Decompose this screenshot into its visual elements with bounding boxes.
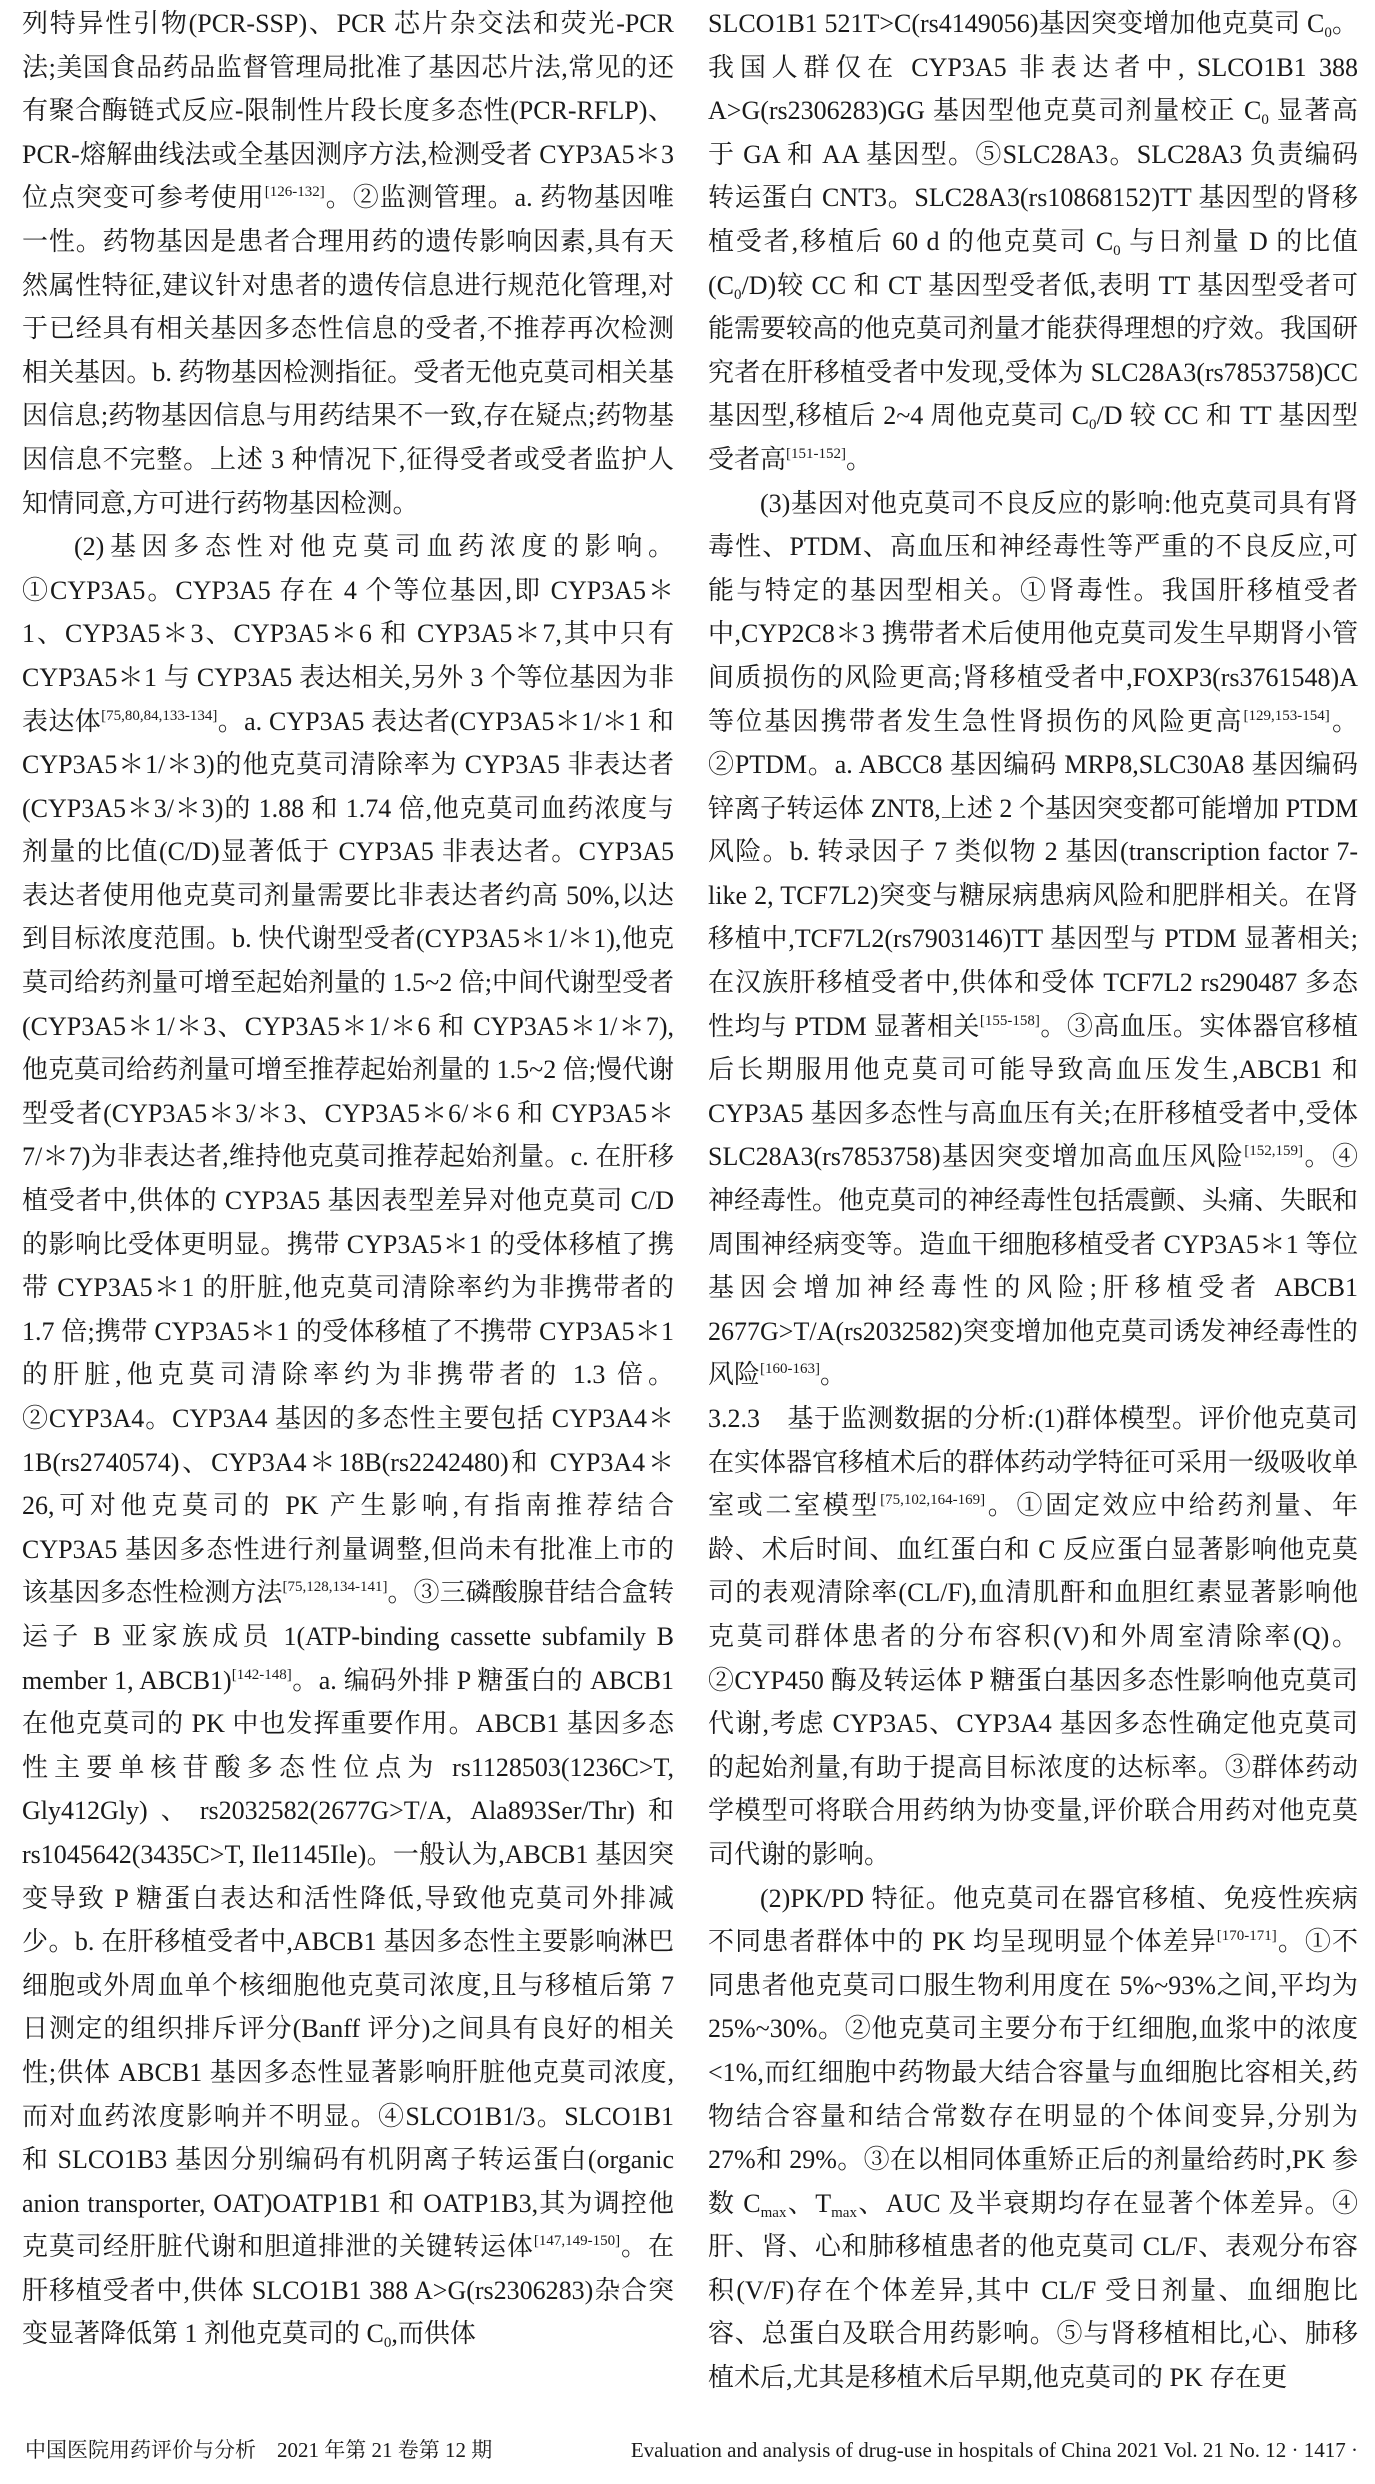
left-text-column (22, 2, 674, 2356)
citation-superscript: [151-152] (786, 445, 847, 462)
citation-superscript: [75,102,164-169] (880, 1492, 986, 1509)
paragraph (708, 1397, 1358, 1877)
subscript: 0 (1324, 25, 1332, 41)
subscript: max (831, 2204, 857, 2221)
subscript: 0 (734, 286, 742, 303)
subscript: max (760, 2204, 787, 2221)
citation-superscript: [147,149-150] (533, 2233, 621, 2250)
citation-superscript: [160-163] (760, 1361, 821, 1378)
paragraph (708, 1877, 1358, 2400)
page-footer (22, 2436, 1358, 2484)
paragraph (708, 482, 1358, 1397)
text-run: 。a. 编码外排 P 糖蛋白的 ABCB1 在他克莫司的 PK 中也发挥重要作用。ABCB1 基因多态性主要单核苷酸多态性位点为 rs1128503(1236C>T, Gly412Gly)、rs2032582(2677G>T/A, Ala893Ser/Thr)和 rs1045642(3435C>T, Ile1145Ile)。一般认为,ABCB1 基因突变导致 P 糖蛋白表达和活性降低,导致他克莫司外排减少。b. 在肝移植受者中,ABCB1 基因多态性主要影响淋巴细胞或外周血单个核细胞他克莫司浓度,且与移植后第 7 日测定的组织排斥评分(Banff 评分)之间具有良好的相关性;供体 ABCB1 基因多态性显著影响肝脏他克莫司浓度,而对血药浓度影响并不明显。④SLCO1B1/3。SLCO1B1 和 SLCO1B3 基因分别编码有机阴离子转运蛋白(organic anion transporter, OAT)OATP1B1 和 OATP1B3,其为调控他克莫司经肝脏代谢和胆道排泄的关键转运体 (22, 1665, 674, 2262)
citation-superscript: [170-171] (1216, 1928, 1277, 1945)
citation-superscript: [129,153-154] (1243, 707, 1330, 724)
right-text-column (708, 2, 1358, 2400)
text-run: 。①固定效应中给药剂量、年龄、术后时间、血红蛋白和 C 反应蛋白显著影响他克莫司的表观清除率(CL/F),血清肌酐和血胆红素显著影响他克莫司群体患者的分布容积(V)和外周室清除率(Q)。②CYP450 酶及转运体 P 糖蛋白基因多态性影响他克莫司代谢,考虑 CYP3A5、CYP3A4 基因多态性确定他克莫司的起始剂量,有助于提高目标浓度的达标率。③群体药动学模型可将联合用药纳为协变量,评价联合用药对他克莫司代谢的影响。 (708, 1491, 1358, 1869)
citation-superscript: [126-132] (264, 184, 325, 201)
journal-footer-chinese: 中国医院用药评价与分析 2021 年第 21 卷第 12 期 (25, 2437, 493, 2462)
text-run: 。 (820, 1360, 847, 1390)
subscript: 0 (1089, 417, 1097, 434)
journal-footer-english-page-number: Evaluation and analysis of drug-use in hospitals of China 2021 Vol. 21 No. 12 · 1417 · (630, 2437, 1358, 2462)
text-run: 3.2.3 基于监测数据的分析:(1)群体模型。评价他克莫司在实体器官移植术后的群体药动学特征可采用一级吸收单室或二室模型 (708, 1404, 1359, 1521)
text-run: SLCO1B1 521T>C(rs4149056)基因突变增加他克莫司 C (708, 9, 1325, 38)
text-run: 。④神经毒性。他克莫司的神经毒性包括震颤、头痛、失眠和周围神经病变等。造血干细胞移植受者 CYP3A5＊1 等位基因会增加神经毒性的风险;肝移植受者 ABCB1 2677G>T/A(rs2032582)突变增加他克莫司诱发神经毒性的风险 (708, 1142, 1359, 1390)
citation-superscript: [152,159] (1244, 1143, 1304, 1160)
text-run: /D)较 CC 和 CT 基因型受者低,表明 TT 基因型受者可能需要较高的他克莫司剂量才能获得理想的疗效。我国研究者在肝移植受者中发现,受体为 SLC28A3(rs7853758)CC 基因型,移植后 2~4 周他克莫司 C (708, 270, 1359, 431)
text-run: (3)基因对他克莫司不良反应的影响:他克莫司具有肾毒性、PTDM、高血压和神经毒性等严重的不良反应,可能与特定的基因型相关。①肾毒性。我国肝移植受者中,CYP2C8＊3 携带者术后使用他克莫司发生早期肾小管间质损伤的风险更高;肾移植受者中,FOXP3(rs3761548)A 等位基因携带者发生急性肾损伤的风险更高 (708, 488, 1358, 736)
citation-superscript: [75,128,134-141] (282, 1579, 388, 1596)
text-run: 与日剂量 D 的比值(C (708, 226, 1359, 300)
paragraph (22, 525, 674, 2356)
text-run: (2)PK/PD 特征。他克莫司在器官移植、免疫性疾病不同患者群体中的 PK 均呈现明显个体差异 (708, 1883, 1358, 1957)
two-column-body (22, 2, 1358, 2400)
text-run: 。我国人群仅在 CYP3A5 非表达者中, SLCO1B1 388 A>G(rs2306283)GG 基因型他克莫司剂量校正 C (708, 9, 1358, 126)
text-run: 、T (786, 2188, 832, 2218)
text-run: 。③高血压。实体器官移植后长期服用他克莫司可能导致高血压发生,ABCB1 和 CYP3A5 基因多态性与高血压有关;在肝移植受者中,受体 SLC28A3(rs7853758)基因突变增加高血压风险 (708, 1011, 1358, 1172)
text-run: 。在肝移植受者中,供体 SLCO1B1 388 A>G(rs2306283)杂合突变显著降低第 1 剂他克莫司的 C (22, 2232, 674, 2349)
text-run: 。③三磷酸腺苷结合盒转运子 B 亚家族成员 1(ATP-binding cassette subfamily B member 1, ABCB1) (22, 1578, 674, 1695)
text-run: 列特异性引物(PCR-SSP)、PCR 芯片杂交法和荧光-PCR 法;美国食品药品监督管理局批准了基因芯片法,常见的还有聚合酶链式反应-限制性片段长度多态性(PCR-RFLP)、PCR-熔解曲线法或全基因测序方法,检测受者 CYP3A5＊3 位点突变可参考使用 (22, 9, 674, 213)
text-run: 。 (846, 444, 873, 474)
text-run: (2)基因多态性对他克莫司血药浓度的影响。①CYP3A5。CYP3A5 存在 4 个等位基因,即 CYP3A5＊1、CYP3A5＊3、CYP3A5＊6 和 CYP3A5＊7,其中只有 CYP3A5＊1 与 CYP3A5 表达相关,另外 3 个等位基因为非表达体 (22, 532, 674, 736)
text-run: /D 较 CC 和 TT 基因型受者高 (708, 401, 1358, 474)
subscript: 0 (383, 2335, 392, 2352)
citation-superscript: [75,80,84,133-134] (101, 707, 218, 724)
paragraph (708, 2, 1358, 482)
text-run: 。①不同患者他克莫司口服生物利用度在 5%~93%之间,平均为 25%~30%。②他克莫司主要分布于红细胞,血浆中的浓度<1%,而红细胞中药物最大结合容量与血细胞比容相关,药物结合容量和结合常数存在明显的个体间变异,分别为 27%和 29%。③在以相同体重矫正后的剂量给药时,PK 参数 C (708, 1927, 1358, 2218)
citation-superscript: [142-148] (231, 1666, 292, 1683)
text-run: 显著高于 GA 和 AA 基因型。⑤SLC28A3。SLC28A3 负责编码转运蛋白 CNT3。SLC28A3(rs10868152)TT 基因型的肾移植受者,移植后 60 d 的他克莫司 C (708, 96, 1358, 256)
text-run: 。②PTDM。a. ABCC8 基因编码 MRP8,SLC30A8 基因编码锌离子转运体 ZNT8,上述 2 个基因突变都可能增加 PTDM 风险。b. 转录因子 7 类似物 2 基因(transcription factor 7-like 2, TCF7L2)突变与糖尿病患病风险和肥胖相关。在肾移植中,TCF7L2(rs7903146)TT 基因型与 PTDM 显著相关;在汉族肝移植受者中,供体和受体 TCF7L2 rs290487 多态性均与 PTDM 显著相关 (708, 706, 1358, 1041)
subscript: 0 (1261, 112, 1269, 129)
citation-superscript: [155-158] (979, 1012, 1040, 1029)
text-run: ,而供体 (391, 2319, 476, 2349)
text-run: 、AUC 及半衰期均存在显著个体差异。④肝、肾、心和肺移植患者的他克莫司 CL/F、表观分布容积(V/F)存在个体差异,其中 CL/F 受日剂量、血细胞比容、总蛋白及联合用药影响。⑤与肾移植相比,心、肺移植术后,尤其是移植术后早期,他克莫司的 PK 存在更 (708, 2188, 1358, 2393)
paragraph (22, 2, 674, 525)
subscript: 0 (1113, 242, 1121, 259)
text-run: 。a. CYP3A5 表达者(CYP3A5＊1/＊1 和 CYP3A5＊1/＊3)的他克莫司清除率为 CYP3A5 非表达者(CYP3A5＊3/＊3)的 1.88 和 1.74 倍,他克莫司血药浓度与剂量的比值(C/D)显著低于 CYP3A5 非表达者。CYP3A5 表达者使用他克莫司剂量需要比非表达者约高 50%,以达到目标浓度范围。b. 快代谢型受者(CYP3A5＊1/＊1),他克莫司给药剂量可增至起始剂量的 1.5~2 倍;中间代谢型受者(CYP3A5＊1/＊3、CYP3A5＊1/＊6 和 CYP3A5＊1/＊7),他克莫司给药剂量可增至推荐起始剂量的 1.5~2 倍;慢代谢型受者(CYP3A5＊3/＊3、CYP3A5＊6/＊6 和 CYP3A5＊7/＊7)为非表达者,维持他克莫司推荐起始剂量。c. 在肝移植受者中,供体的 CYP3A5 基因表型差异对他克莫司 C/D 的影响比受体更明显。携带 CYP3A5＊1 的受体移植了携带 CYP3A5＊1 的肝脏,他克莫司清除率约为非携带者的 1.7 倍;携带 CYP3A5＊1 的受体移植了不携带 CYP3A5＊1 的肝脏,他克莫司清除率约为非携带者的 1.3 倍。②CYP3A4。CYP3A4 基因的多态性主要包括 CYP3A4＊1B(rs2740574)、CYP3A4＊18B(rs2242480)和 CYP3A4＊26,可对他克莫司的 PK 产生影响,有指南推荐结合 CYP3A5 基因多态性进行剂量调整,但尚未有批准上市的该基因多态性检测方法 (22, 706, 674, 1608)
text-run: 。②监测管理。a. 药物基因唯一性。药物基因是患者合理用药的遗传影响因素,具有天然属性特征,建议针对患者的遗传信息进行规范化管理,对于已经具有相关基因多态性信息的受者,不推荐再次检测相关基因。b. 药物基因检测指征。受者无他克莫司相关基因信息;药物基因信息与用药结果不一致,存在疑点;药物基因信息不完整。上述 3 种情况下,征得受者或受者监护人知情同意,方可进行药物基因检测。 (22, 183, 674, 518)
